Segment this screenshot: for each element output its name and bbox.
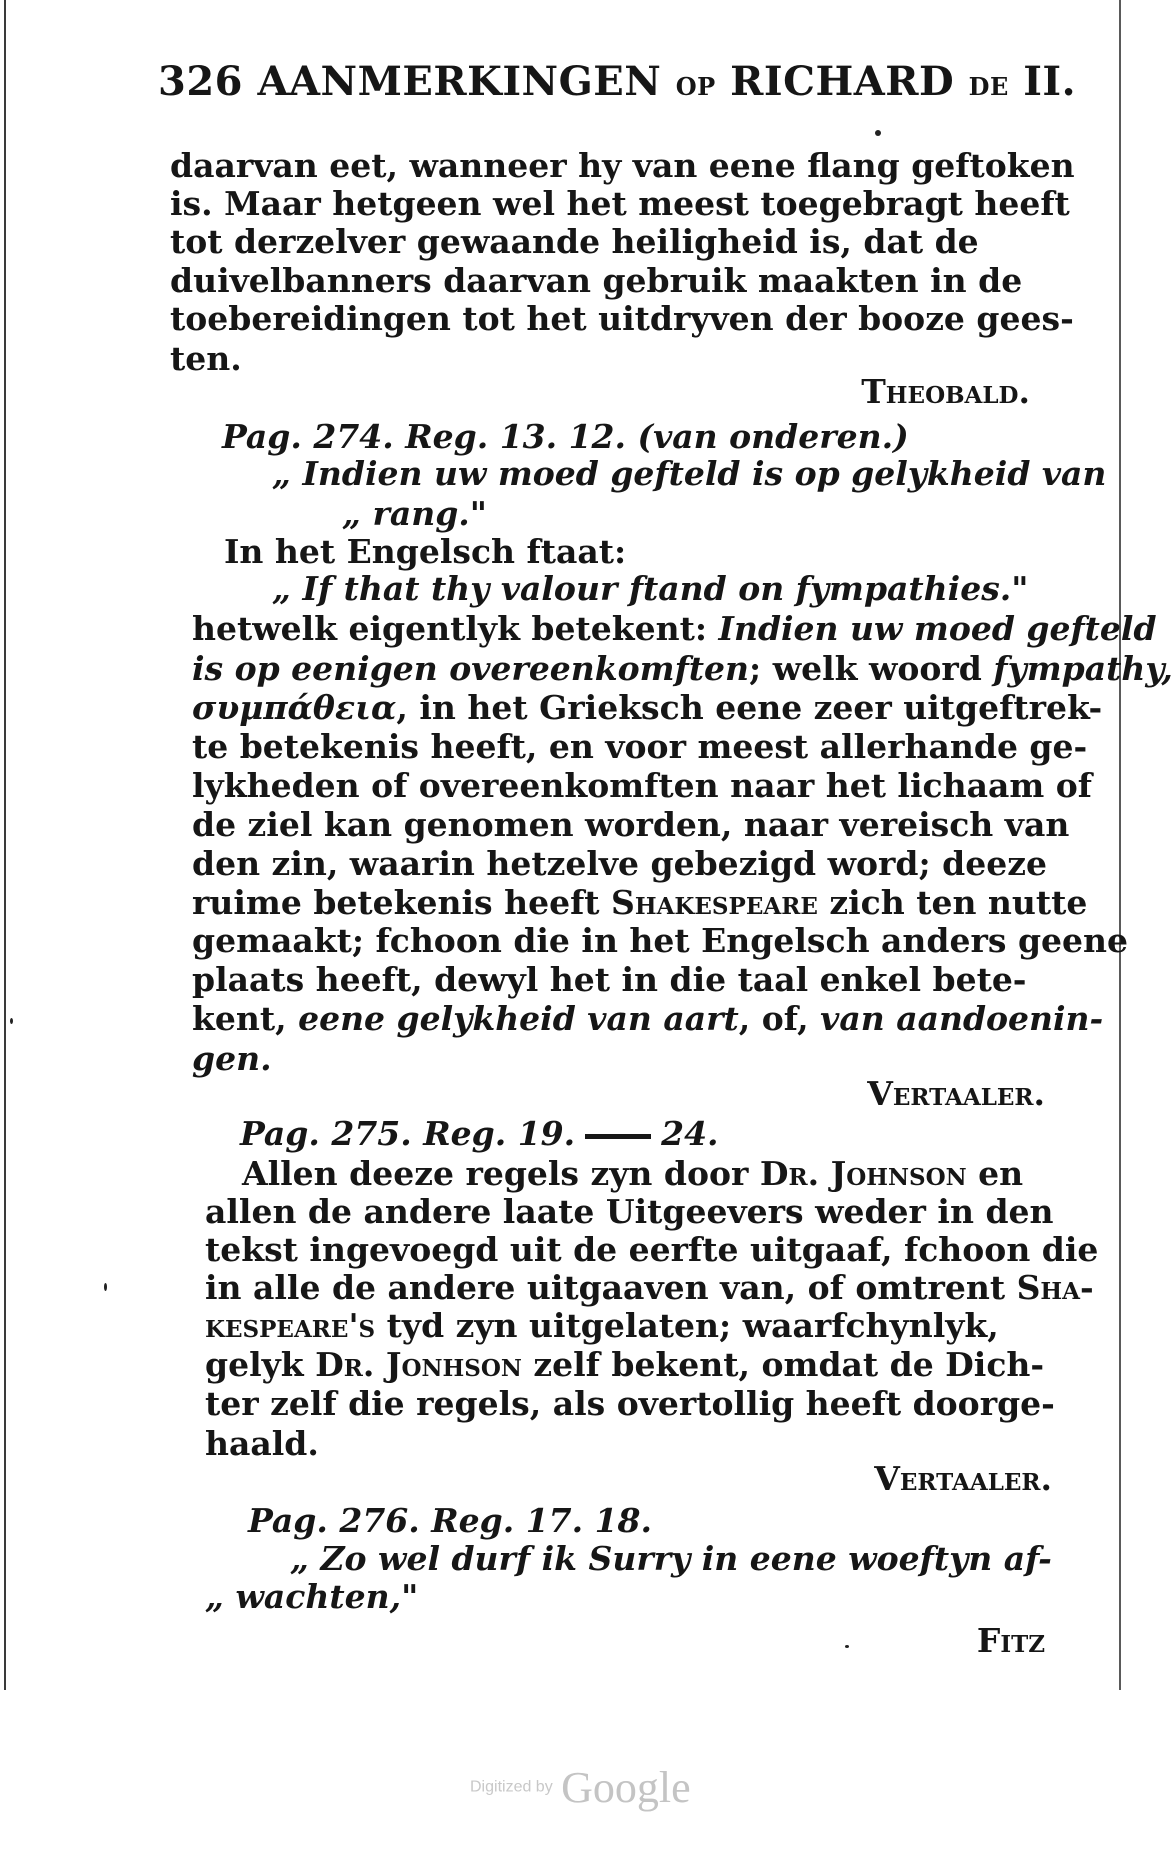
text-line (242, 1155, 1023, 1193)
text-line (205, 1346, 1044, 1384)
signature-vertaaler: Vertaaler. (874, 1459, 1052, 1498)
text-run: gelyk (205, 1345, 316, 1384)
text-line: tot derzelver gewaande heiligheid is, dat de (170, 222, 979, 261)
italic-run: van aandoenin- (820, 999, 1104, 1038)
small-caps-run: kespeare's (205, 1306, 376, 1345)
running-head-title-2: RICHARD (730, 58, 955, 105)
scan-speck (875, 130, 881, 136)
text-run: ; welk woord (749, 649, 994, 688)
greek-word: συμπάθεια (192, 688, 397, 727)
quote-line: „ Zo wel durf ik Surry in eene woeftyn af- (290, 1539, 1052, 1578)
reference-end: 24. (661, 1114, 719, 1153)
text-line (192, 689, 1102, 727)
range-dash (585, 1134, 651, 1139)
running-head-op: OP (675, 72, 716, 101)
signature-vertaaler: Vertaaler. (867, 1074, 1045, 1113)
note-reference: Pag. 274. Reg. 13. 12. (van onderen.) (222, 417, 909, 456)
quote-line: „ rang." (342, 494, 487, 533)
text-line: plaats heeft, dewyl het in die taal enkel bete- (192, 960, 1027, 999)
page-right-edge (1119, 0, 1121, 1690)
text-line (192, 650, 1173, 688)
small-caps-run: Dr. Johnson (759, 1154, 967, 1193)
italic-run: Indien uw moed gefteld (718, 609, 1157, 648)
text-run: in alle de andere uitgaaven van, of omtrent (205, 1268, 1017, 1307)
scan-speck (10, 1018, 13, 1024)
small-caps-run: Shakespeare (611, 883, 818, 922)
page-left-edge (4, 0, 6, 1690)
catchword: Fitz (976, 1621, 1045, 1660)
italic-run: eene gelykheid van aart (298, 999, 739, 1038)
text-run: tyd zyn uitgelaten; waarfchynlyk, (375, 1306, 999, 1345)
text-run: , in het Grieksch eene zeer uitgeftrek- (396, 688, 1103, 727)
signature-theobald: Theobald. (861, 372, 1030, 411)
text-line: haald. (205, 1424, 319, 1463)
text-line (192, 884, 1087, 922)
running-head-title-1: AANMERKINGEN (257, 58, 662, 105)
running-head-title-3: II. (1023, 58, 1077, 105)
text-line: tekst ingevoegd uit de eerfte uitgaaf, fchoon die (205, 1230, 1099, 1269)
text-run: , of, (738, 999, 821, 1038)
digitized-watermark (470, 1762, 691, 1813)
text-line: gemaakt; fchoon die in het Engelsch anders geene (192, 921, 1129, 960)
scan-speck (845, 1645, 849, 1648)
text-line: gen. (192, 1039, 272, 1078)
small-caps-run: Sha- (1016, 1268, 1094, 1307)
text-line: duivelbanners daarvan gebruik maakten in de (170, 261, 1023, 300)
text-line: ten. (170, 339, 242, 378)
text-line (205, 1307, 999, 1345)
running-head-de: DE (968, 72, 1009, 101)
text-line: den zin, waarin hetzelve gebezigd word; deeze (192, 844, 1047, 883)
text-line (205, 1269, 1094, 1307)
text-run: ruime betekenis heeft (192, 883, 611, 922)
text-line: toebereidingen tot het uitdryven der booze gees- (170, 299, 1074, 338)
digitized-by-text: Digitized by (470, 1778, 553, 1796)
running-head (158, 58, 1076, 105)
text-run: zich ten nutte (817, 883, 1088, 922)
text-run: hetwelk eigentlyk betekent: (192, 609, 719, 648)
text-line: de ziel kan genomen worden, naar vereisch van (192, 805, 1070, 844)
quote-line: „ Indien uw moed gefteld is op gelykheid van (272, 454, 1107, 493)
text-run: Allen deeze regels zyn door (242, 1154, 760, 1193)
text-line: daarvan eet, wanneer hy van eene flang geftoken (170, 146, 1075, 185)
scan-speck (104, 1283, 107, 1291)
note-reference (240, 1115, 719, 1153)
italic-run: fympathy, (993, 649, 1173, 688)
reference-text: Pag. 275. Reg. 19. (240, 1114, 576, 1153)
text-line: In het Engelsch ftaat: (224, 532, 627, 571)
text-run: kent, (192, 999, 299, 1038)
text-line: te betekenis heeft, en voor meest allerhande ge- (192, 727, 1088, 766)
text-line: ter zelf die regels, als overtollig heeft doorge- (205, 1384, 1055, 1423)
text-line: is. Maar hetgeen wel het meest toegebragt heeft (170, 184, 1070, 223)
text-line: lykheden of overeenkomften naar het lichaam of (192, 766, 1092, 805)
italic-run: is op eenigen overeenkomften (192, 649, 750, 688)
text-run: en (966, 1154, 1024, 1193)
small-caps-run: Dr. Jonhson (315, 1345, 522, 1384)
text-run: zelf bekent, omdat de Dich- (521, 1345, 1045, 1384)
google-logo: Google (561, 1763, 691, 1812)
text-line (192, 610, 1157, 648)
text-line (192, 1000, 1103, 1038)
text-line: allen de andere laate Uitgeevers weder in den (205, 1192, 1054, 1231)
page-number: 326 (158, 58, 243, 105)
english-quote: „ If that thy valour ftand on fympathies." (272, 569, 1029, 608)
note-reference: Pag. 276. Reg. 17. 18. (248, 1501, 653, 1540)
quote-line: „ wachten," (205, 1577, 419, 1616)
